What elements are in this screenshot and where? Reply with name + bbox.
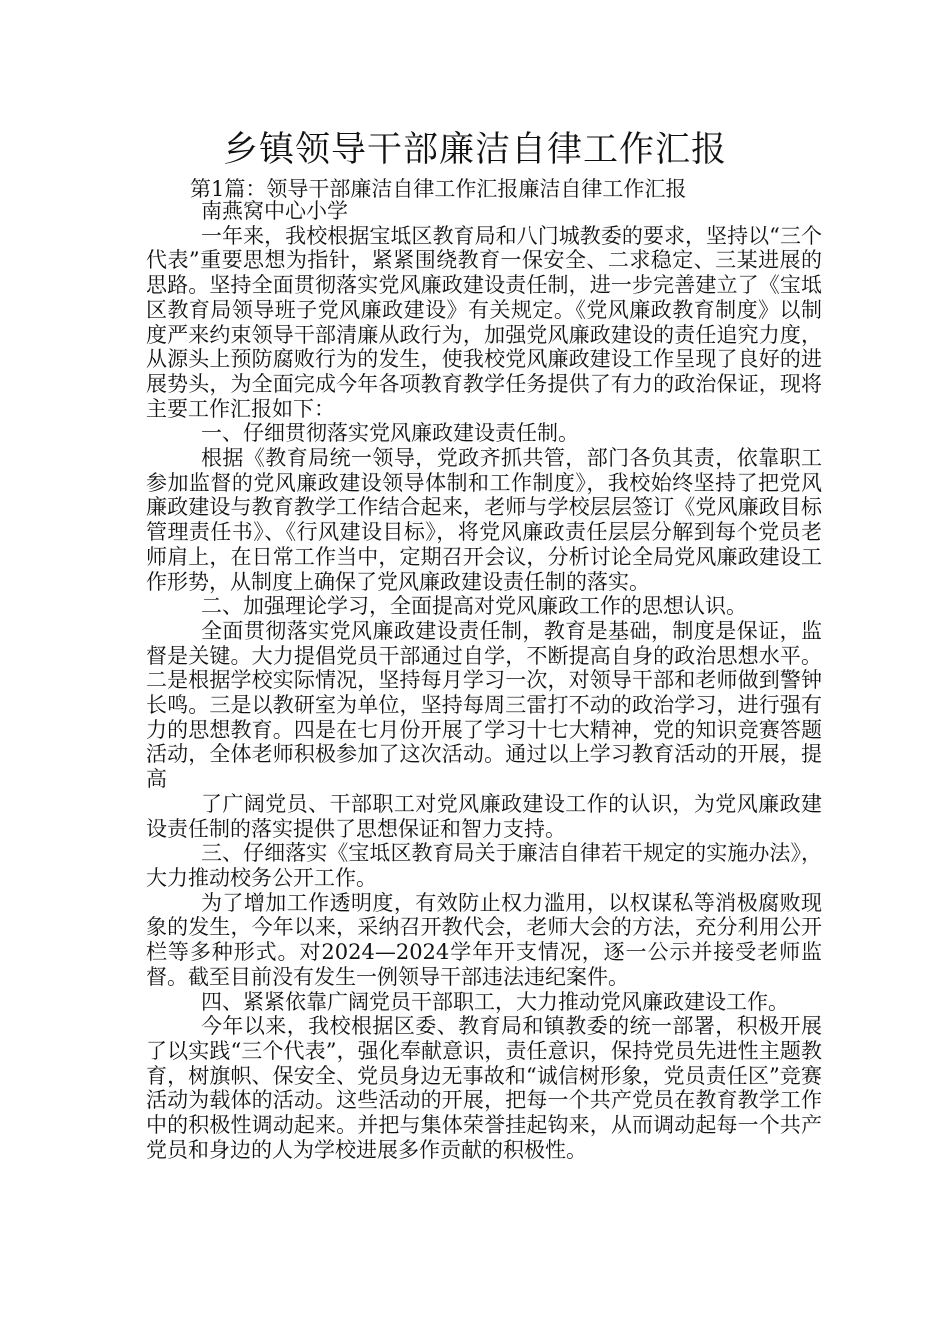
body-paragraph: 今年以来，我校根据区委、教育局和镇教委的统一部署，积极开展了以实践“三个代表”，强化奉献意识，责任意识，保持党员先进性主题教育，树旗帜、保安全、党员身边无事故和“诚信树形象，党员责任区”竞赛活动为载体的活动。这些活动的开展，把每一个共产党员在教育教学工作中的积极性调动起来。并把与集体荣誉挂起钩来，从而调动起每一个共产党员和身边的人为学校进展多作贡献的积极性。 xyxy=(146,1014,822,1162)
body-paragraph: 全面贯彻落实党风廉政建设责任制，教育是基础，制度是保证，监督是关键。大力提倡党员干部通过自学，不断提高自身的政治思想水平。二是根据学校实际情况，坚持每月学习一次，对领导干部和老师做到警钟长鸣。三是以教研室为单位，坚持每周三雷打不动的政治学习，进行强有力的思想教育。四是在七月份开展了学习十七大精神，党的知识竞赛答题活动，全体老师积极参加了这次活动。通过以上学习教育活动的开展，提高 xyxy=(146,618,822,792)
body-paragraph: 了广阔党员、干部职工对党风廉政建设工作的认识，为党风廉政建设责任制的落实提供了思想保证和智力支持。 xyxy=(146,791,822,841)
section-heading: 第1篇：领导干部廉洁自律工作汇报廉洁自律工作汇报 xyxy=(190,177,687,201)
school-name: 南燕窝中心小学 xyxy=(201,199,348,223)
section-heading-2: 二、加强理论学习，全面提高对党风廉政工作的思想认识。 xyxy=(201,594,747,619)
document-title: 乡镇领导干部廉洁自律工作汇报 xyxy=(222,130,727,170)
body-paragraph: 为了增加工作透明度，有效防止权力滥用，以权谋私等消极腐败现象的发生，今年以来，采纳召开教代会，老师大会的方法，充分利用公开栏等多种形式。对2024—2024学年开支情况，逐一公示并接受老师监督。截至目前没有发生一例领导干部违法违纪案件。 xyxy=(146,890,822,989)
section-heading-1: 一、仔细贯彻落实党风廉政建设责任制。 xyxy=(201,421,579,446)
document-body xyxy=(146,199,822,1162)
body-paragraph: 一年来，我校根据宝坻区教育局和八门城教委的要求，坚持以“三个代表”重要思想为指针，紧紧围绕教育一保安全、二求稳定、三某进展的思路。坚持全面贯彻落实党风廉政建设责任制，进一步完善建立了《宝坻区教育局领导班子党风廉政建设》有关规定。《党风廉政教育制度》以制度严来约束领导干部清廉从政行为，加强党风廉政建设的责任追究力度，从源头上预防腐败行为的发生，使我校党风廉政建设工作呈现了良好的进展势头，为全面完成今年各项教育教学任务提供了有力的政治保证，现将主要工作汇报如下： xyxy=(146,223,822,421)
section-heading-3: 三、仔细落实《宝坻区教育局关于廉洁自律若干规定的实施办法》，大力推动校务公开工作。 xyxy=(146,841,822,890)
body-paragraph: 根据《教育局统一领导，党政齐抓共管，部门各负其责，依靠职工参加监督的党风廉政建设领导体制和工作制度》，我校始终坚持了把党风廉政建设与教育教学工作结合起来，老师与学校层层签订《党风廉政目标管理责任书》、《行风建设目标》，将党风廉政责任层层分解到每个党员老师肩上，在日常工作当中，定期召开会议，分析讨论全局党风廉政建设工作形势，从制度上确保了党风廉政建设责任制的落实。 xyxy=(146,446,822,594)
section-heading-4: 四、紧紧依靠广阔党员干部职工，大力推动党风廉政建设工作。 xyxy=(201,989,789,1014)
